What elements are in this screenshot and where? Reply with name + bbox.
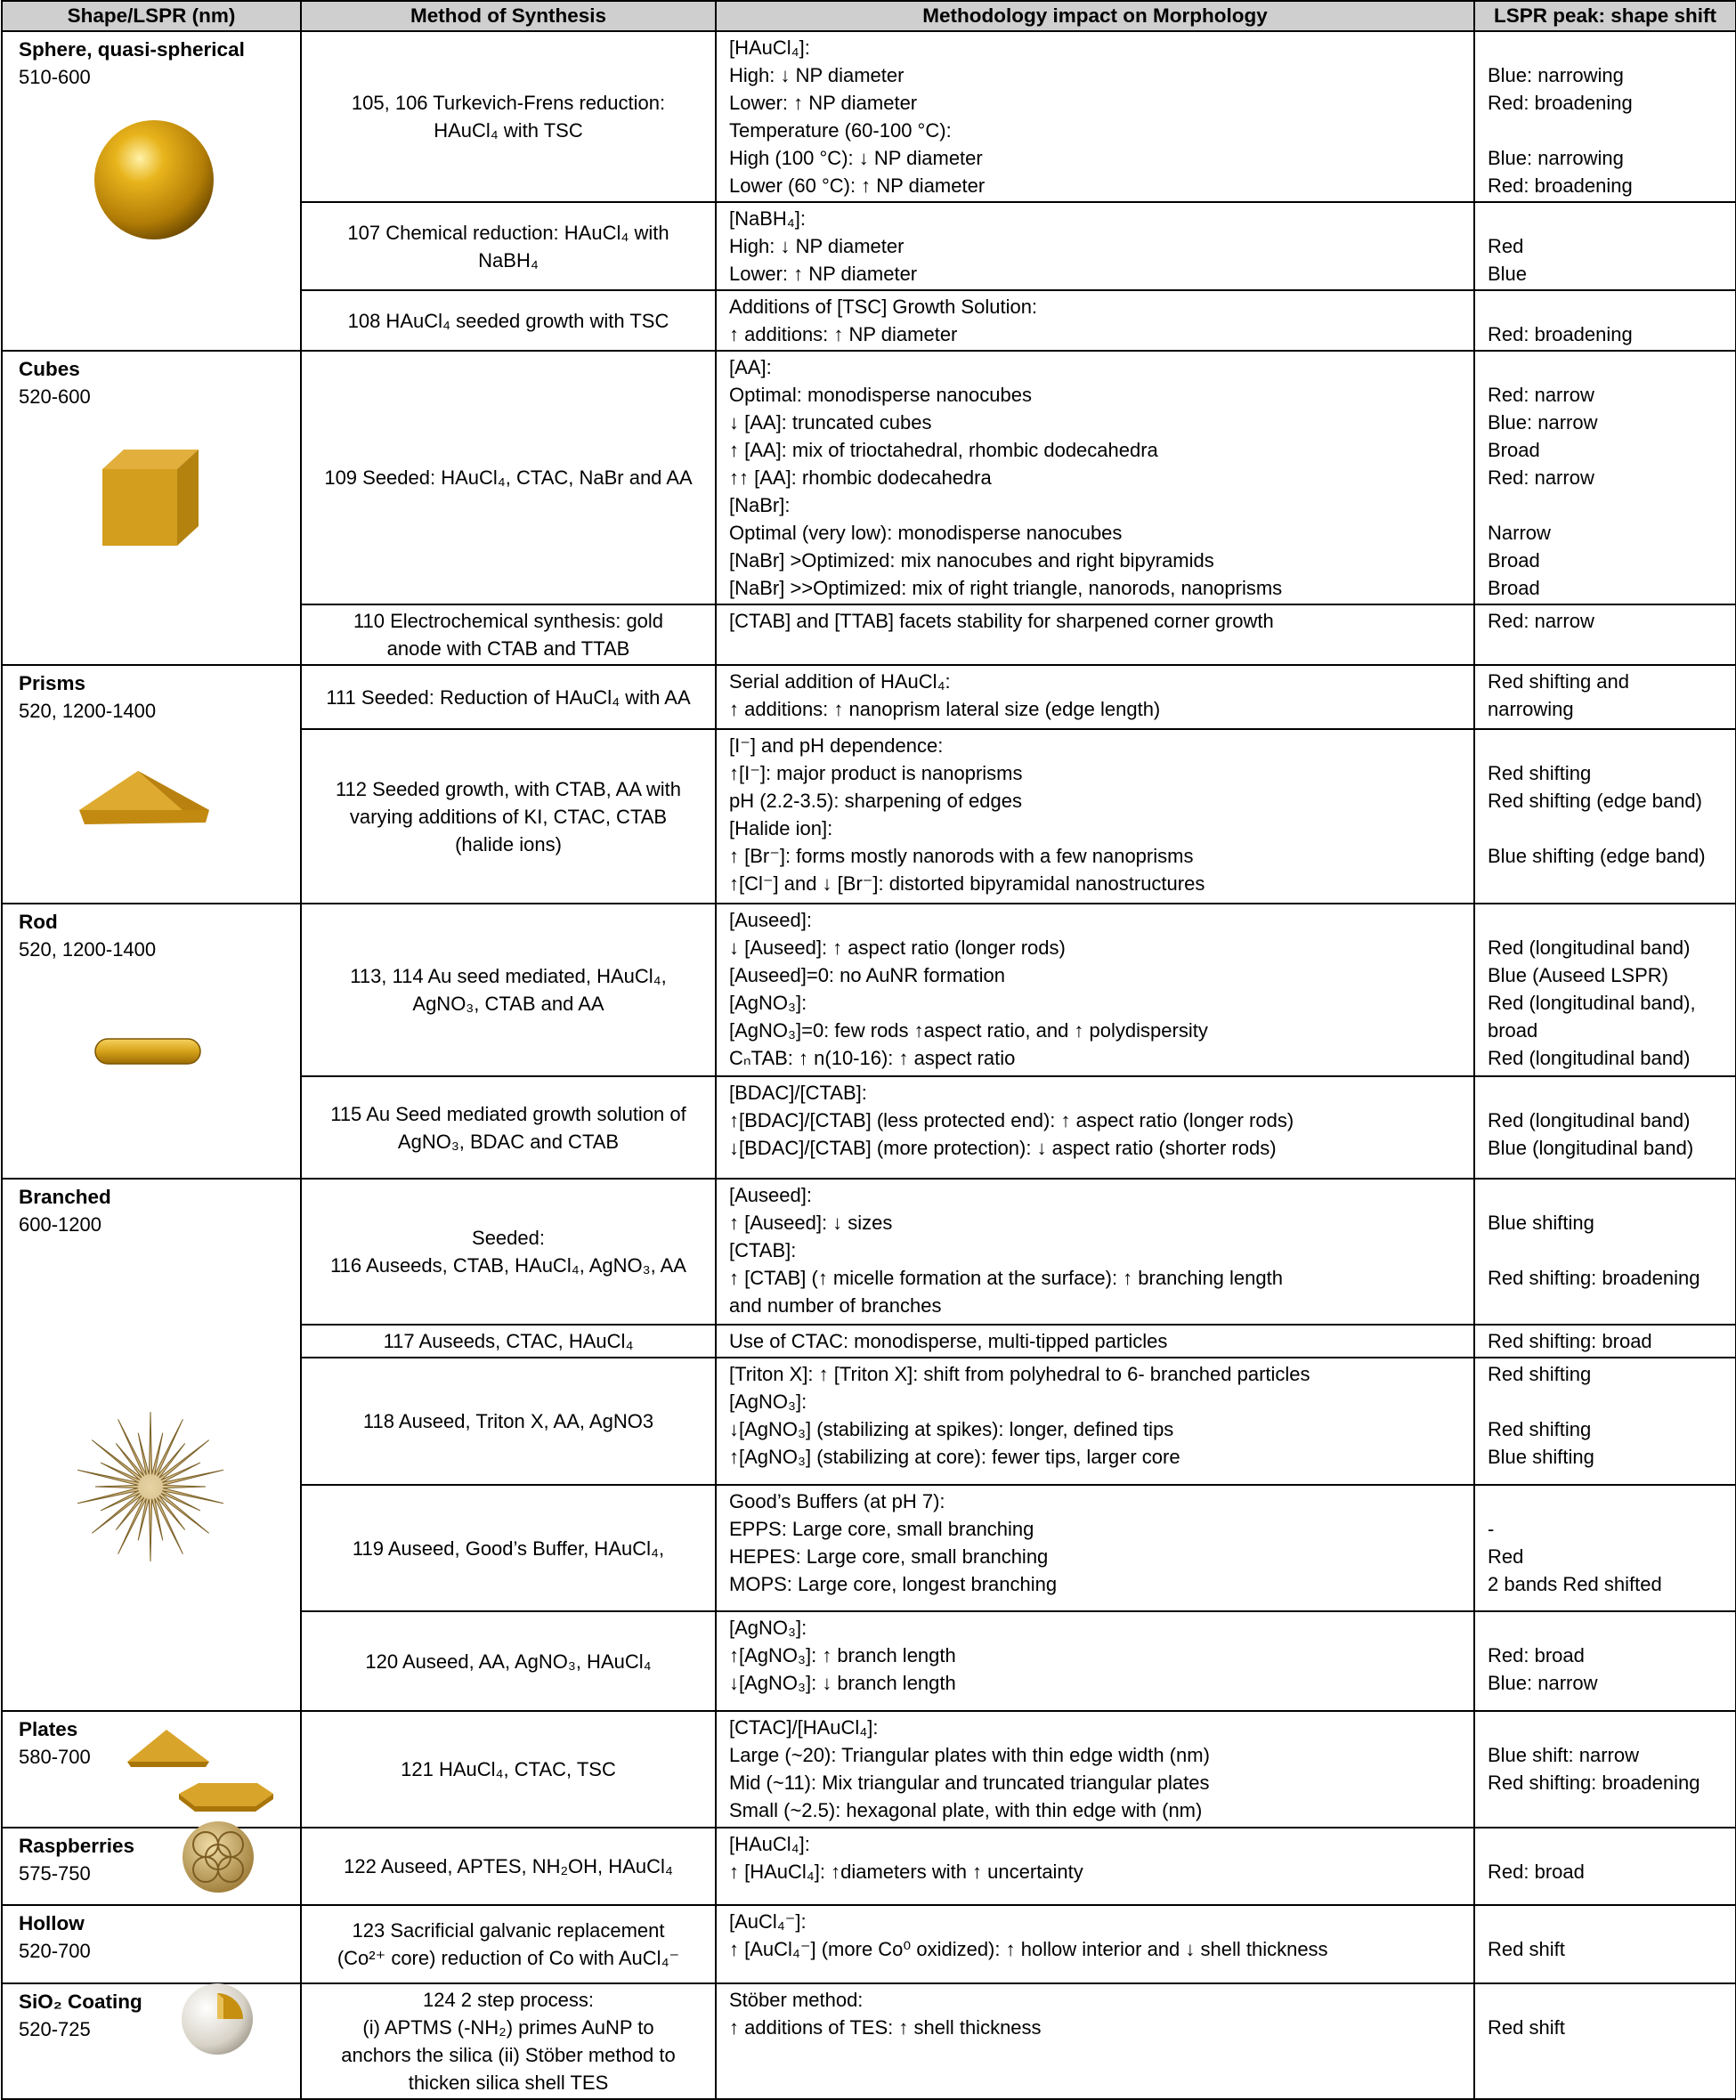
synthesis-text: 123 Sacrificial galvanic replacement (Co²⁺ core) reduction of Co with AuCl₄⁻: [337, 1919, 680, 1969]
synthesis-cell: [301, 351, 716, 604]
shape-name: Raspberries: [19, 1835, 135, 1857]
synthesis-cell: [301, 1325, 716, 1358]
lspr-shift-cell: Red shift: [1474, 1905, 1736, 1983]
lspr-range: 520-600: [19, 385, 91, 408]
raspberry-icon: [179, 1818, 291, 1903]
synthesis-text: 115 Au Seed mediated growth solution of AgNO₃, BDAC and CTAB: [330, 1102, 686, 1153]
methodology-cell: Use of CTAC: monodisperse, multi-tipped particles: [716, 1325, 1474, 1358]
header-row: [2, 1, 1736, 31]
table-row: [2, 351, 1736, 604]
lspr-shift-cell: Blue shift: narrow Red shifting: broadening: [1474, 1711, 1736, 1828]
synthesis-cell: [301, 1611, 716, 1711]
synthesis-cell: [301, 1828, 716, 1905]
table-row: [2, 1983, 1736, 2099]
shape-name: Hollow: [19, 1912, 85, 1934]
prism-icon: [76, 767, 291, 837]
synthesis-cell: [301, 729, 716, 904]
methodology-cell: Good’s Buffers (at pH 7): EPPS: Large core, small branching HEPES: Large core, small branching MOPS: Large core, longest branching: [716, 1485, 1474, 1611]
lspr-range: 520-700: [19, 1940, 91, 1962]
shape-name: Sphere, quasi-spherical: [19, 38, 245, 61]
header-shape: Shape/LSPR (nm): [2, 1, 301, 31]
table-row: [2, 31, 1736, 202]
methodology-cell: [BDAC]/[CTAB]: ↑[BDAC]/[CTAB] (less protected end): ↑ aspect ratio (longer rods) ↓[BDAC]/[CTAB] (more protection): ↓ aspect ratio (shorter rods): [716, 1076, 1474, 1179]
methodology-cell: [I⁻] and pH dependence: ↑[I⁻]: major product is nanoprisms pH (2.2-3.5): sharpening of edges [Halide ion]: ↑ [Br⁻]: forms mostly nanorods with a few nanoprisms ↑[Cl⁻] and ↓ [Br⁻]: distorted bipyramidal nanostructures: [716, 729, 1474, 904]
methodology-cell: [AgNO₃]: ↑[AgNO₃]: ↑ branch length ↓[AgNO₃]: ↓ branch length: [716, 1611, 1474, 1711]
synthesis-cell: [301, 1076, 716, 1179]
synthesis-text: 124 2 step process: (i) APTMS (-NH₂) primes AuNP to anchors the silica (ii) Stöber method to thicken silica shell TES: [341, 1989, 676, 2094]
synthesis-cell: [301, 1485, 716, 1611]
lspr-shift-cell: Red (longitudinal band) Blue (longitudinal band): [1474, 1076, 1736, 1179]
synthesis-text: 111 Seeded: Reduction of HAuCl₄ with AA: [326, 685, 691, 709]
methodology-cell: Serial addition of HAuCl₄: ↑ additions: ↑ nanoprism lateral size (edge length): [716, 665, 1474, 729]
lspr-range: 600-1200: [19, 1213, 101, 1236]
shape-name: Branched: [19, 1186, 111, 1208]
lspr-shift-cell: - Red 2 bands Red shifted: [1474, 1485, 1736, 1611]
shape-cell: [2, 665, 301, 904]
synthesis-cell: [301, 604, 716, 665]
synthesis-cell: [301, 31, 716, 202]
table-row: [2, 1828, 1736, 1905]
sphere-icon: [92, 118, 291, 249]
synthesis-cell: [301, 1711, 716, 1828]
table-row: [2, 665, 1736, 729]
synthesis-cell: [301, 904, 716, 1076]
header-method-of-synthesis: Method of Synthesis: [301, 1, 716, 31]
lspr-range: 520, 1200-1400: [19, 700, 157, 722]
synthesis-cell: [301, 1983, 716, 2099]
synthesis-text: 122 Auseed, APTES, NH₂OH, HAuCl₄: [344, 1855, 673, 1877]
synthesis-cell: [301, 202, 716, 290]
synthesis-table: [1, 0, 1736, 2100]
synthesis-cell: [301, 1358, 716, 1485]
shape-cell: [2, 1828, 301, 1905]
synthesis-text: 108 HAuCl₄ seeded growth with TSC: [347, 309, 669, 332]
lspr-shift-cell: Red shifting: broad: [1474, 1325, 1736, 1358]
lspr-shift-cell: Red shifting Red shifting Blue shifting: [1474, 1358, 1736, 1485]
lspr-range: 520, 1200-1400: [19, 938, 157, 961]
methodology-cell: [CTAB] and [TTAB] facets stability for sharpened corner growth: [716, 604, 1474, 665]
synthesis-text: 112 Seeded growth, with CTAB, AA with varying additions of KI, CTAC, CTAB (halide ions): [335, 777, 682, 855]
methodology-cell: Additions of [TSC] Growth Solution: ↑ additions: ↑ NP diameter: [716, 290, 1474, 351]
rod-icon: [93, 1036, 291, 1074]
methodology-cell: [HAuCl₄]: ↑ [HAuCl₄]: ↑diameters with ↑ uncertainty: [716, 1828, 1474, 1905]
synthesis-cell: [301, 1905, 716, 1983]
methodology-cell: [Auseed]: ↑ [Auseed]: ↓ sizes [CTAB]: ↑ [CTAB] (↑ micelle formation at the surface): ↑ branching length and number of branches: [716, 1179, 1474, 1325]
shape-cell: [2, 1711, 301, 1828]
synthesis-cell: [301, 665, 716, 729]
methodology-cell: [HAuCl₄]: High: ↓ NP diameter Lower: ↑ NP diameter Temperature (60-100 °C): High (100 °C): ↓ NP diameter Lower (60 °C): ↑ NP diameter: [716, 31, 1474, 202]
methodology-cell: [Auseed]: ↓ [Auseed]: ↑ aspect ratio (longer rods) [Auseed]=0: no AuNR formation [AgNO₃]: [AgNO₃]=0: few rods ↑aspect ratio, and ↑ polydispersity CₙTAB: ↑ n(10-16): ↑ aspect ratio: [716, 904, 1474, 1076]
table-body: [2, 31, 1736, 2099]
shape-name: Cubes: [19, 358, 80, 380]
shape-cell: [2, 1983, 301, 2099]
cube-icon: [99, 446, 291, 556]
synthesis-text: 117 Auseeds, CTAC, HAuCl₄: [383, 1330, 634, 1352]
methodology-cell: [AA]: Optimal: monodisperse nanocubes ↓ [AA]: truncated cubes ↑ [AA]: mix of trioctahedral, rhombic dodecahedra ↑↑ [AA]: rhombic dodecahedra [NaBr]: Optimal (very low): monodisperse nanocubes [NaBr] >Optimized: mix nanocubes and right bipyramids [NaBr] >>Optimized: mix of right triangle, nanorods, nanoprisms: [716, 351, 1474, 604]
synthesis-text: 107 Chemical reduction: HAuCl₄ with NaBH₄: [347, 221, 669, 272]
synthesis-cell: [301, 290, 716, 351]
table-row: [2, 1179, 1736, 1325]
lspr-range: 520-725: [19, 2018, 91, 2040]
methodology-cell: [CTAC]/[HAuCl₄]: Large (~20): Triangular plates with thin edge width (nm) Mid (~11): Mix triangular and truncated triangular plates Small (~2.5): hexagonal plate, with thin edge with (nm): [716, 1711, 1474, 1828]
methodology-cell: [Triton X]: ↑ [Triton X]: shift from polyhedral to 6- branched particles [AgNO₃]: ↓[AgNO₃] (stabilizing at spikes): longer, defined tips ↑[AgNO₃] (stabilizing at core): fewer tips, larger core: [716, 1358, 1474, 1485]
methodology-cell: Stöber method: ↑ additions of TES: ↑ shell thickness: [716, 1983, 1474, 2099]
synthesis-text: 119 Auseed, Good’s Buffer, HAuCl₄,: [352, 1536, 665, 1560]
table-row: [2, 1905, 1736, 1983]
shape-name: SiO₂ Coating: [19, 1991, 142, 2013]
lspr-shift-cell: Red: broad: [1474, 1828, 1736, 1905]
synthesis-text: 105, 106 Turkevich-Frens reduction: HAuCl₄ with TSC: [351, 92, 666, 142]
synthesis-cell: [301, 1179, 716, 1325]
lspr-shift-cell: Blue shifting Red shifting: broadening: [1474, 1179, 1736, 1325]
lspr-shift-cell: Red shifting and narrowing: [1474, 665, 1736, 729]
synthesis-text: 113, 114 Au seed mediated, HAuCl₄, AgNO₃, CTAB and AA: [350, 965, 667, 1015]
synthesis-text: 121 HAuCl₄, CTAC, TSC: [401, 1758, 616, 1780]
table-row: [2, 904, 1736, 1076]
shape-cell: [2, 1905, 301, 1983]
silica-coated-sphere-icon: [179, 1981, 291, 2064]
lspr-shift-cell: Red shift: [1474, 1983, 1736, 2099]
shape-cell: [2, 904, 301, 1179]
shape-name: Rod: [19, 911, 58, 933]
lspr-range: 580-700: [19, 1746, 91, 1768]
synthesis-text: Seeded: 116 Auseeds, CTAB, HAuCl₄, AgNO₃, AA: [330, 1227, 686, 1277]
lspr-shift-cell: Red: narrow Blue: narrow Broad Red: narrow Narrow Broad Broad: [1474, 351, 1736, 604]
lspr-range: 510-600: [19, 66, 91, 88]
methodology-cell: [AuCl₄⁻]: ↑ [AuCl₄⁻] (more Co⁰ oxidized): ↑ hollow interior and ↓ shell thickness: [716, 1905, 1474, 1983]
synthesis-text: 109 Seeded: HAuCl₄, CTAC, NaBr and AA: [324, 466, 693, 489]
lspr-shift-cell: Red: narrow: [1474, 604, 1736, 665]
synthesis-text: 120 Auseed, AA, AgNO₃, HAuCl₄: [365, 1650, 652, 1673]
lspr-shift-cell: Red Blue: [1474, 202, 1736, 290]
plate-icon: [117, 1719, 291, 1824]
lspr-shift-cell: Blue: narrowing Red: broadening Blue: narrowing Red: broadening: [1474, 31, 1736, 202]
header-methodology-impact: Methodology impact on Morphology: [716, 1, 1474, 31]
synthesis-text: 118 Auseed, Triton X, AA, AgNO3: [362, 1410, 654, 1432]
table-row: [2, 1711, 1736, 1828]
lspr-shift-cell: Red (longitudinal band) Blue (Auseed LSPR) Red (longitudinal band), broad Red (longitudinal band): [1474, 904, 1736, 1076]
star-icon: [70, 1402, 291, 1578]
lspr-shift-cell: Red: broadening: [1474, 290, 1736, 351]
synthesis-text: 110 Electrochemical synthesis: gold anode with CTAB and TTAB: [353, 610, 664, 660]
shape-cell: [2, 31, 301, 351]
shape-name: Prisms: [19, 672, 86, 694]
header-lspr-shift: LSPR peak: shape shift: [1474, 1, 1736, 31]
shape-cell: [2, 351, 301, 665]
shape-cell: [2, 1179, 301, 1711]
lspr-shift-cell: Red shifting Red shifting (edge band) Blue shifting (edge band): [1474, 729, 1736, 904]
methodology-cell: [NaBH₄]: High: ↓ NP diameter Lower: ↑ NP diameter: [716, 202, 1474, 290]
shape-name: Plates: [19, 1718, 78, 1740]
lspr-range: 575-750: [19, 1862, 91, 1885]
lspr-shift-cell: Red: broad Blue: narrow: [1474, 1611, 1736, 1711]
